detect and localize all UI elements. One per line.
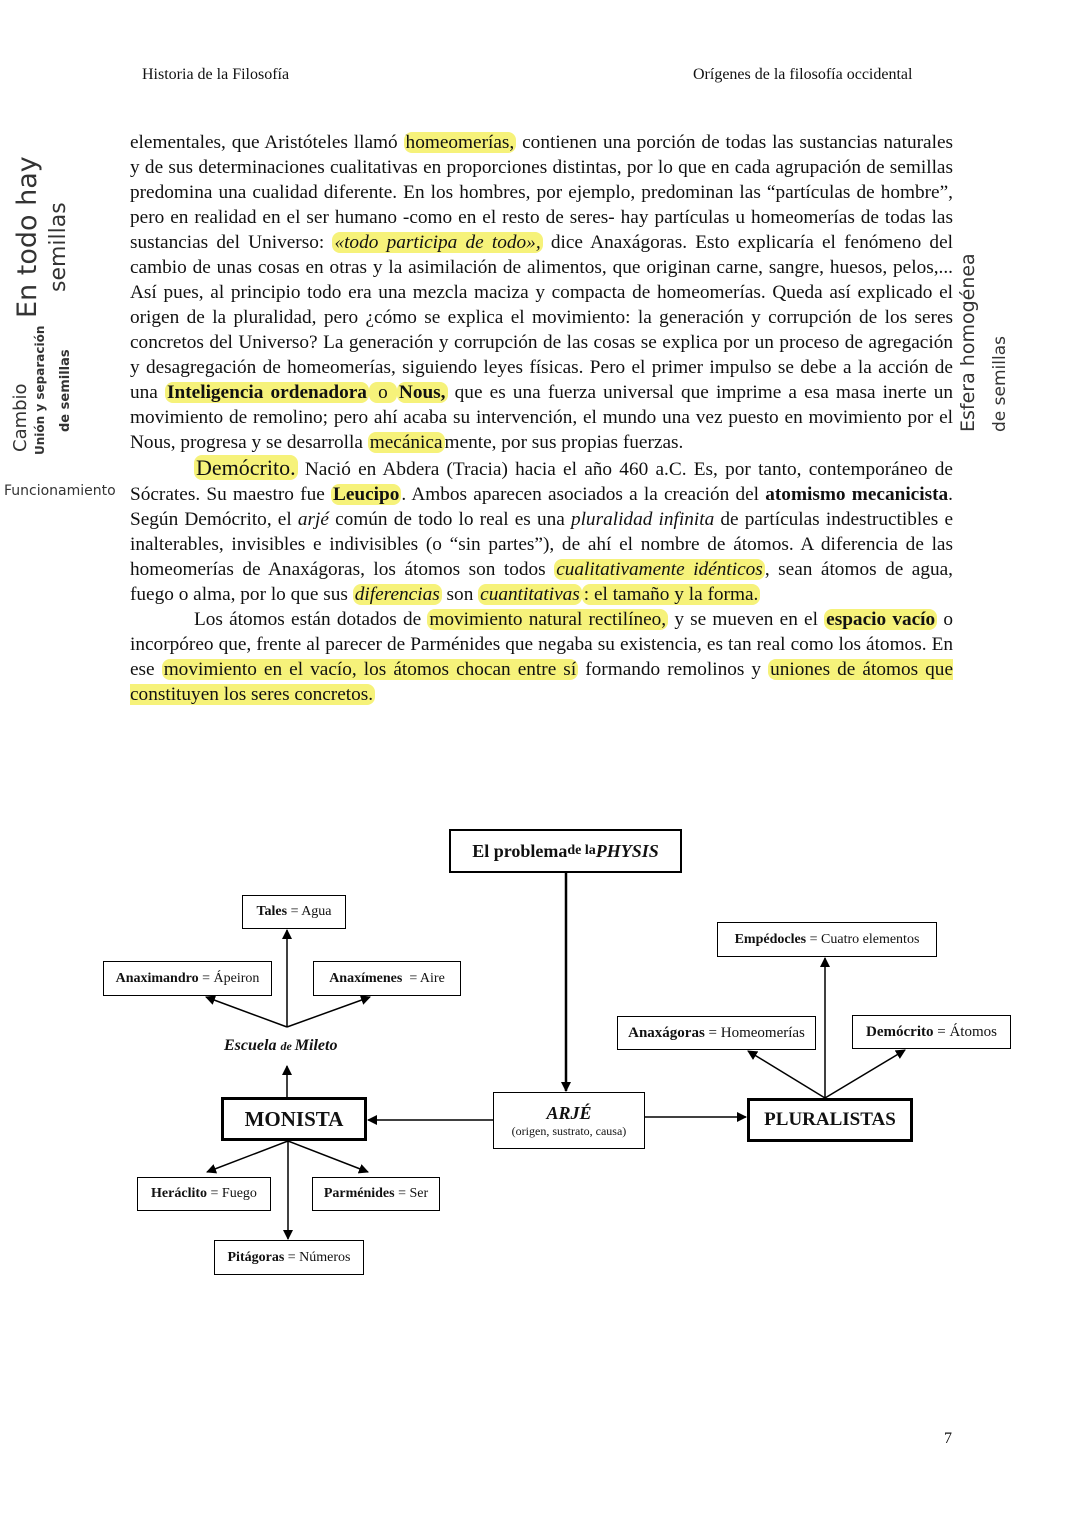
title-part: PHYSIS: [595, 840, 659, 861]
monista-box: MONISTA: [221, 1097, 367, 1141]
highlighted-text: cuantitativas: [480, 584, 580, 605]
highlighted-text: Demócrito.: [196, 455, 296, 480]
page-number: 7: [944, 1430, 952, 1447]
arje-subtitle: (origen, sustrato, causa): [511, 1123, 627, 1138]
node-democrito: [852, 1015, 1011, 1049]
header-left: Historia de la Filosofía: [142, 66, 290, 83]
node-value: = Números: [284, 1249, 351, 1265]
text-run: y se mueven en el: [668, 609, 825, 630]
text-run: elementales, que Aristóteles llamó: [130, 132, 404, 153]
node-name: Pitágoras: [227, 1249, 285, 1265]
highlighted-text: mecánica: [369, 432, 443, 453]
highlighted-text: movimiento natural rectilíneo,: [429, 609, 667, 630]
node-value: = Homeomerías: [704, 1024, 805, 1041]
node-empedocles: [717, 922, 937, 957]
text-run: son: [441, 584, 479, 605]
note-en-todo-hay: En todo hay: [12, 156, 43, 318]
label-part: Escuela: [224, 1037, 281, 1054]
node-value: = Ápeiron: [198, 970, 260, 986]
diagram-title: [449, 829, 682, 873]
text-run: pluralidad infinita: [570, 509, 715, 530]
text-run: formando remolinos y: [578, 659, 769, 680]
text-run: que es una fuerza universal que imprime a esa masa inerte un movimiento de remolino; pero ahí acaba su intervención, el mundo una vez puesto en movimiento por el Nous, progresa y se desarrolla: [130, 382, 953, 453]
node-heraclito: [137, 1177, 271, 1211]
highlighted-text: : el tamaño y la forma.: [583, 584, 759, 605]
note-cambio: Cambio: [10, 383, 31, 452]
node-parmenides: [312, 1177, 440, 1211]
node-name: Anaxímenes: [329, 970, 403, 986]
note-esfera-homogenea: Esfera homogénea: [957, 253, 979, 432]
note-de-semillas-left: de semillas: [58, 349, 73, 432]
node-anaxagoras: [617, 1016, 816, 1050]
text-run: Los átomos están dotados de: [194, 609, 428, 630]
node-name: Heráclito: [151, 1186, 208, 1201]
node-value: = Fuego: [207, 1186, 257, 1201]
text-run: común de todo lo real es una: [328, 509, 571, 530]
node-value: = Cuatro elementos: [806, 931, 920, 947]
node-tales: [242, 895, 346, 929]
highlighted-text: uniones de átomos que constituyen los seres concretos.: [130, 659, 953, 705]
node-value: = Aire: [402, 970, 445, 986]
node-value: = Ser: [394, 1186, 429, 1201]
node-name: Anaximandro: [115, 970, 199, 986]
title-part: El problema: [472, 840, 568, 861]
label-part: Mileto: [294, 1037, 338, 1054]
label-part: de: [280, 1039, 295, 1053]
header-right: Orígenes de la filosofía occidental: [693, 66, 913, 83]
text-run: . Ambos aparecen asociados a la creación del: [401, 484, 766, 505]
arje-box: [493, 1092, 645, 1149]
arje-label: ARJÉ: [546, 1102, 592, 1123]
text-run: o incorpóreo que, frente al parecer de Parménides que negaba su existencia, es tan real como los átomos. En ese: [130, 609, 953, 680]
highlighted-text: movimiento en el vacío, los átomos chocan entre sí: [163, 659, 577, 680]
node-name: Tales: [256, 904, 288, 919]
highlighted-text: espacio vacío: [826, 609, 936, 630]
text-run: mente, por sus propias fuerzas.: [444, 432, 684, 453]
text-run: arjé: [297, 509, 329, 530]
text-run: contienen una porción de todas las sustancias naturales y de sus determinaciones cualitativas en proporciones distintas, por lo que en cada agrupación de semillas predomina una cualidad diferente. En los hombres, por ejemplo, predominan las “partículas de hombre”, pero en realidad en el ser humano -como en el resto de seres- hay partículas u homeomerías de todas las sustancias del Universo:: [130, 132, 954, 253]
node-name: Anaxágoras: [628, 1024, 705, 1041]
node-pitagoras: [214, 1240, 364, 1275]
title-part: de la: [567, 843, 596, 858]
text-run: , sean átomos de agua, fuego o alma, por lo que sus: [130, 559, 954, 605]
text-run: . Según Demócrito, el: [130, 484, 953, 530]
highlighted-text: o: [370, 382, 395, 403]
node-name: Demócrito: [866, 1023, 934, 1040]
escuela-de-mileto: [224, 1037, 337, 1055]
node-value: = Agua: [287, 904, 332, 919]
pluralistas-box: PLURALISTAS: [747, 1098, 913, 1142]
text-run: de partículas indestructibles e inalterables, invisibles e indivisibles (o “sin partes”), de ahí el nombre de átomos. A diferencia de las homeomerías de Anaxágoras, los átomos son todos: [130, 509, 953, 580]
node-value: = Átomos: [933, 1023, 997, 1040]
node-name: Parménides: [323, 1186, 395, 1201]
highlighted-text: Nous,: [398, 382, 446, 403]
highlighted-text: cualitativamente idénticos: [556, 559, 763, 580]
text-run: atomismo mecanicista: [765, 484, 949, 505]
node-anaximenes: [313, 961, 461, 996]
highlighted-text: Inteligencia ordenadora: [167, 382, 367, 403]
note-de-semillas-right: de semillas: [990, 336, 1010, 432]
highlighted-text: homeomerías,: [405, 132, 515, 153]
note-union-separacion: Unión y separación: [33, 325, 47, 455]
note-funcionamiento: Funcionamiento: [4, 483, 116, 499]
text-run: Nació en Abdera (Tracia) hacia el año 460 a.C. Es, por tanto, contemporáneo de Sócrates. Su maestro fue: [130, 459, 953, 505]
node-anaximandro: [103, 961, 272, 996]
text-run: dice Anaxágoras. Esto explicaría el fenómeno del cambio de unas cosas en otras y la asimilación de alimentos, que originan carne, sangre, huesos, pelos,... Así pues, al principio todo era una mezcla maciza y compacta de homeomerías. Queda así explicado el origen de la pluralidad, pero ¿cómo se explica el movimiento: la generación y corrupción de los seres concretos del Universo? La generación y corrupción de las cosas se explica por un proceso de agregación y desagregación de homeomerías, siguiendo leyes físicas. Pero el primer impulso se debe a la acción de una: [130, 232, 953, 403]
note-semillas: semillas: [46, 202, 71, 292]
highlighted-text: Leucipo: [332, 484, 400, 505]
node-name: Empédocles: [734, 931, 807, 947]
highlighted-text: diferencias: [354, 584, 440, 605]
highlighted-text: «todo participa de todo»,: [334, 232, 541, 253]
